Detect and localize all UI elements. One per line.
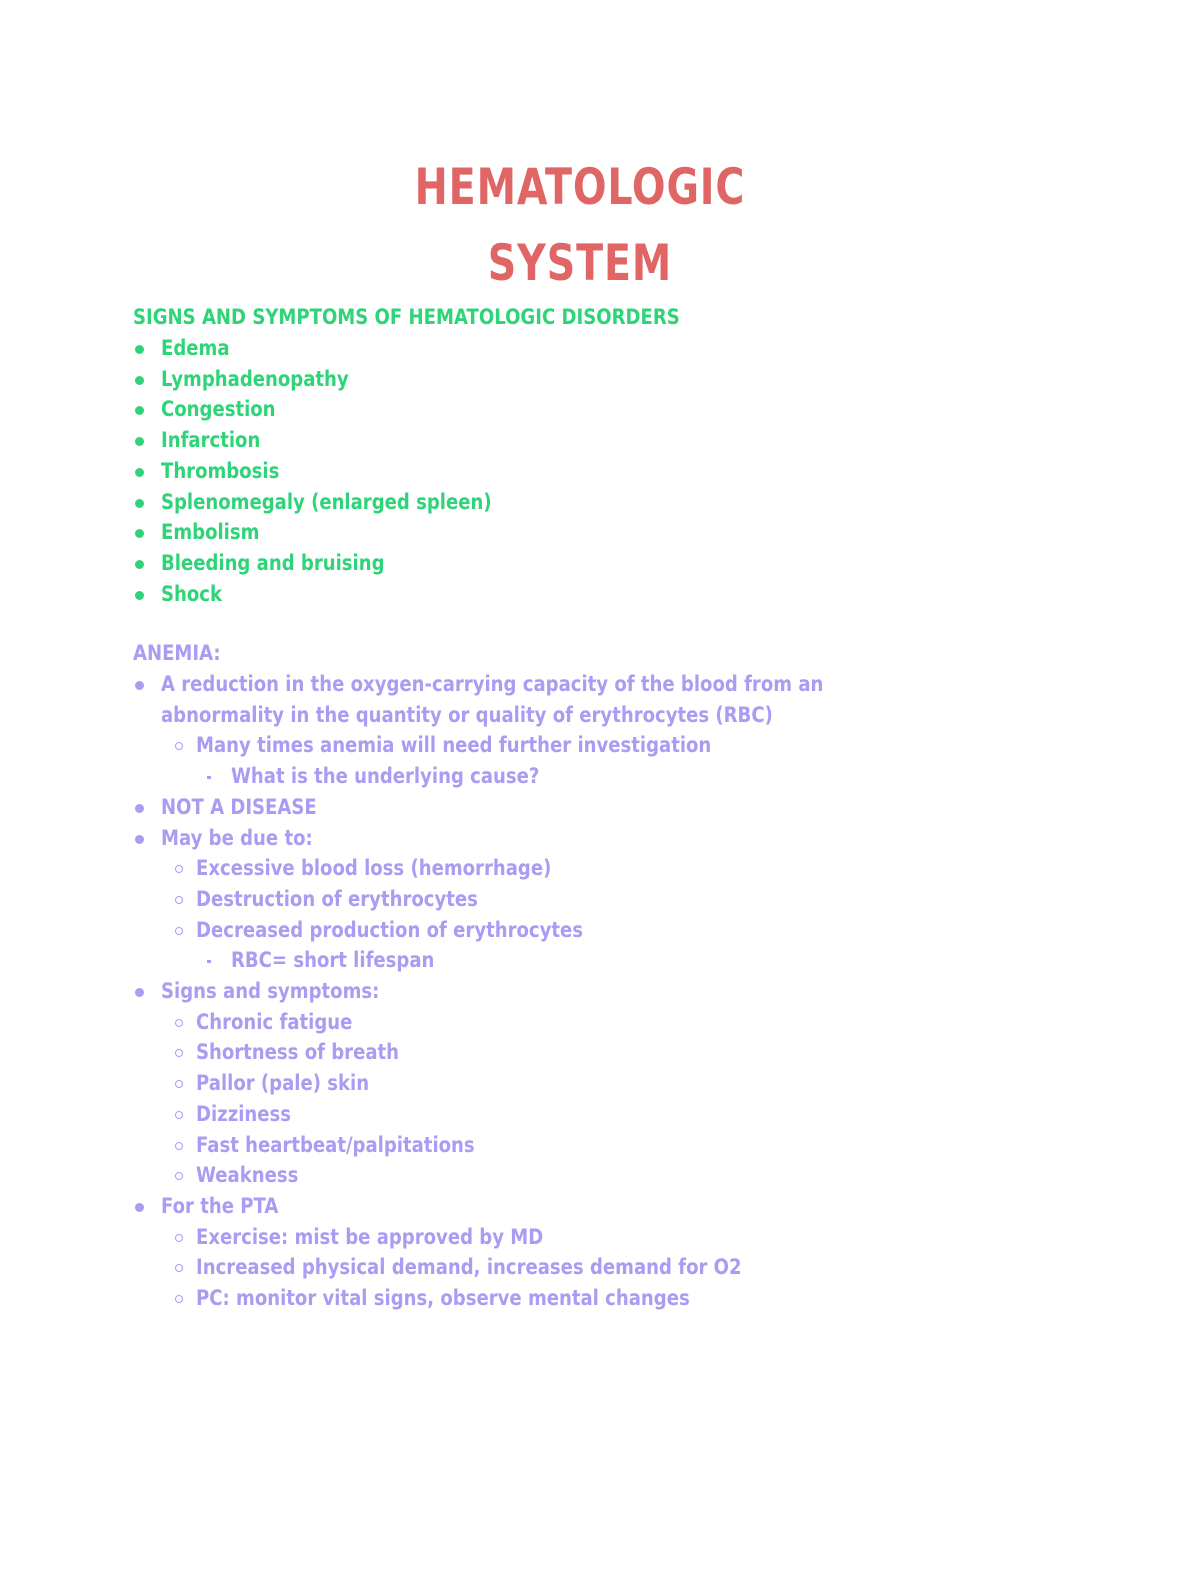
- page-title-line-2: SYSTEM: [487, 234, 673, 292]
- list-item: Infarction: [133, 425, 769, 456]
- list-item: Signs and symptoms:: [133, 976, 931, 1007]
- list-item: Pallor (pale) skin: [133, 1068, 931, 1099]
- list-item: PC: monitor vital signs, observe mental changes: [133, 1283, 931, 1314]
- list-item: Dizziness: [133, 1099, 931, 1130]
- bullet-disc-icon: [135, 437, 144, 446]
- list-item: Edema: [133, 333, 769, 364]
- signs-symptoms-section: [133, 302, 769, 609]
- bullet-circle-icon: [175, 1295, 183, 1303]
- bullet-disc-icon: [135, 988, 144, 997]
- bullet-circle-icon: [175, 1142, 183, 1150]
- anemia-section: [133, 638, 931, 1314]
- bullet-circle-icon: [175, 1234, 183, 1242]
- bullet-disc-icon: [135, 560, 144, 569]
- bullet-circle-icon: [175, 1264, 183, 1272]
- list-item: Many times anemia will need further investigation: [133, 730, 931, 761]
- list-item: NOT A DISEASE: [133, 792, 931, 823]
- bullet-disc-icon: [135, 468, 144, 477]
- signs-list: [133, 333, 769, 609]
- list-item: Thrombosis: [133, 456, 769, 487]
- bullet-circle-icon: [175, 865, 183, 873]
- anemia-list: [133, 669, 931, 1314]
- list-item-continuation: abnormality in the quantity or quality of erythrocytes (RBC): [161, 702, 773, 727]
- list-item: Fast heartbeat/palpitations: [133, 1130, 931, 1161]
- bullet-circle-icon: [175, 896, 183, 904]
- bullet-disc-icon: [135, 529, 144, 538]
- bullet-disc-icon: [135, 804, 144, 813]
- list-item: May be due to:: [133, 823, 931, 854]
- list-item: Decreased production of erythrocytes: [133, 915, 931, 946]
- list-item: Shortness of breath: [133, 1037, 931, 1068]
- list-item: What is the underlying cause?: [133, 761, 931, 792]
- list-item: For the PTA: [133, 1191, 931, 1222]
- list-item: Splenomegaly (enlarged spleen): [133, 487, 769, 518]
- bullet-disc-icon: [135, 681, 144, 690]
- list-item: Bleeding and bruising: [133, 548, 769, 579]
- bullet-circle-icon: [175, 1080, 183, 1088]
- bullet-disc-icon: [135, 591, 144, 600]
- bullet-disc-icon: [135, 835, 144, 844]
- bullet-circle-icon: [175, 1172, 183, 1180]
- section-heading-anemia: ANEMIA:: [133, 641, 221, 665]
- bullet-disc-icon: [135, 499, 144, 508]
- bullet-circle-icon: [175, 742, 183, 750]
- bullet-disc-icon: [135, 1203, 144, 1212]
- list-item: Increased physical demand, increases demand for O2: [133, 1252, 931, 1283]
- list-item: Embolism: [133, 517, 769, 548]
- list-item: Excessive blood loss (hemorrhage): [133, 853, 931, 884]
- list-item: Exercise: mist be approved by MD: [133, 1222, 931, 1253]
- bullet-circle-icon: [175, 927, 183, 935]
- list-item: A reduction in the oxygen-carrying capacity of the blood from an: [133, 669, 931, 700]
- list-item: Chronic fatigue: [133, 1007, 931, 1038]
- bullet-circle-icon: [175, 1111, 183, 1119]
- list-item: Lymphadenopathy: [133, 364, 769, 395]
- list-item: Shock: [133, 579, 769, 610]
- bullet-circle-icon: [175, 1019, 183, 1027]
- list-item: Weakness: [133, 1160, 931, 1191]
- bullet-disc-icon: [135, 406, 144, 415]
- list-item: Destruction of erythrocytes: [133, 884, 931, 915]
- section-heading-signs: SIGNS AND SYMPTOMS OF HEMATOLOGIC DISORDERS: [133, 305, 680, 329]
- page-title-line-1: HEMATOLOGIC: [414, 158, 746, 216]
- bullet-disc-icon: [135, 345, 144, 354]
- bullet-square-icon: [207, 776, 211, 779]
- bullet-circle-icon: [175, 1049, 183, 1057]
- list-item: RBC= short lifespan: [133, 945, 931, 976]
- list-item: Congestion: [133, 394, 769, 425]
- bullet-disc-icon: [135, 376, 144, 385]
- bullet-square-icon: [207, 960, 211, 963]
